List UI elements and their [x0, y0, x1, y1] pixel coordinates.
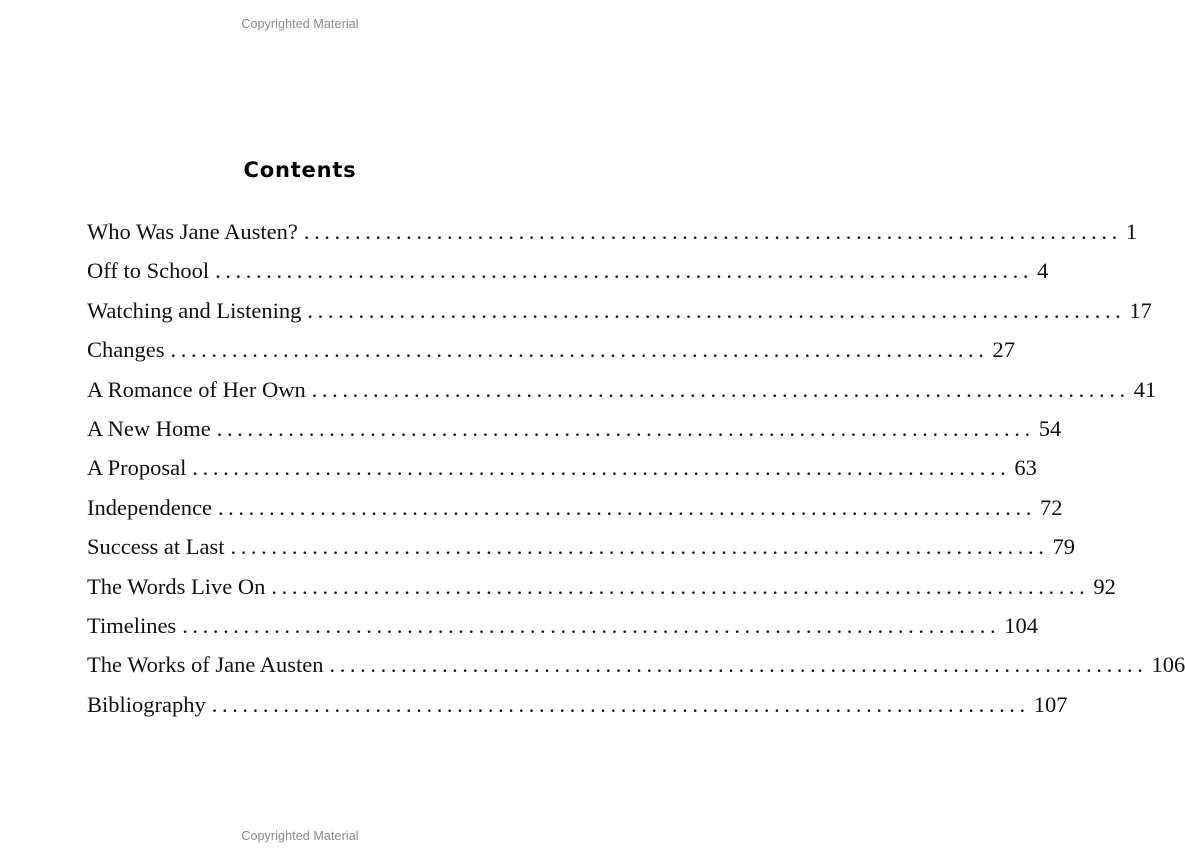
toc-entry — [87, 409, 1062, 448]
toc-entry — [87, 370, 1157, 409]
toc-entry-title: Success at Last — [87, 534, 225, 560]
toc-entry-title: Watching and Listening — [87, 297, 302, 323]
toc-entry-page: 104 — [1004, 612, 1038, 638]
dot-leader: ................................................................................ — [192, 455, 1011, 481]
toc-entry — [87, 606, 1038, 645]
dot-leader: ................................................................................ — [329, 652, 1148, 678]
toc-entry-page: 107 — [1033, 691, 1068, 717]
toc-entry-title: Timelines — [87, 612, 177, 638]
toc-entry-page: 79 — [1052, 534, 1075, 560]
toc-entry-title: Off to School — [87, 258, 210, 284]
toc-entry-title: A Proposal — [87, 455, 187, 481]
toc-entry-page: 17 — [1129, 297, 1152, 323]
dot-leader: ................................................................................ — [182, 612, 1001, 638]
toc-entry-page: 72 — [1039, 494, 1063, 520]
toc-entry-page: 41 — [1133, 376, 1157, 402]
dot-leader: ................................................................................ — [271, 573, 1090, 599]
toc-entry — [87, 212, 1138, 251]
watermark-top: Copyrighted Material — [241, 17, 359, 31]
toc-entry — [87, 567, 1116, 606]
toc-entry-title: A Romance of Her Own — [87, 376, 306, 402]
toc-entry-page: 4 — [1037, 258, 1049, 284]
toc-entry-title: Who Was Jane Austen? — [87, 219, 298, 244]
toc-entry — [87, 645, 1185, 684]
toc-entry-title: Independence — [87, 494, 212, 520]
dot-leader: ................................................................................ — [217, 494, 1036, 520]
toc-entry-page: 106 — [1151, 652, 1185, 678]
toc-entry-title: A New Home — [87, 415, 211, 441]
contents-heading: Contents — [243, 158, 357, 183]
dot-leader: ................................................................................ — [303, 219, 1122, 244]
toc-entry-page: 92 — [1093, 573, 1116, 599]
dot-leader: ................................................................................ — [216, 415, 1035, 441]
dot-leader: ................................................................................ — [215, 258, 1034, 284]
toc-entry-page: 54 — [1038, 415, 1062, 441]
toc-entry — [87, 251, 1049, 290]
toc-entry — [87, 488, 1063, 527]
toc-entry-page: 27 — [992, 337, 1015, 363]
toc-entry — [87, 291, 1152, 330]
dot-leader: ................................................................................ — [211, 691, 1030, 717]
toc-entry — [87, 448, 1037, 487]
dot-leader: ................................................................................ — [311, 376, 1130, 402]
dot-leader: ................................................................................ — [170, 337, 989, 363]
watermark-bottom: Copyrighted Material — [241, 829, 359, 843]
toc-entry-title: The Words Live On — [87, 573, 266, 599]
table-of-contents — [87, 212, 1185, 724]
dot-leader: ................................................................................ — [230, 534, 1049, 560]
dot-leader: ................................................................................ — [307, 297, 1126, 323]
toc-entry — [87, 527, 1075, 566]
toc-entry-page: 63 — [1014, 455, 1037, 481]
toc-entry — [87, 330, 1015, 369]
toc-entry-title: Changes — [87, 337, 165, 363]
toc-entry-title: The Works of Jane Austen — [87, 652, 324, 678]
toc-entry-page: 1 — [1125, 219, 1138, 244]
toc-entry — [87, 685, 1068, 724]
toc-entry-title: Bibliography — [87, 691, 206, 717]
